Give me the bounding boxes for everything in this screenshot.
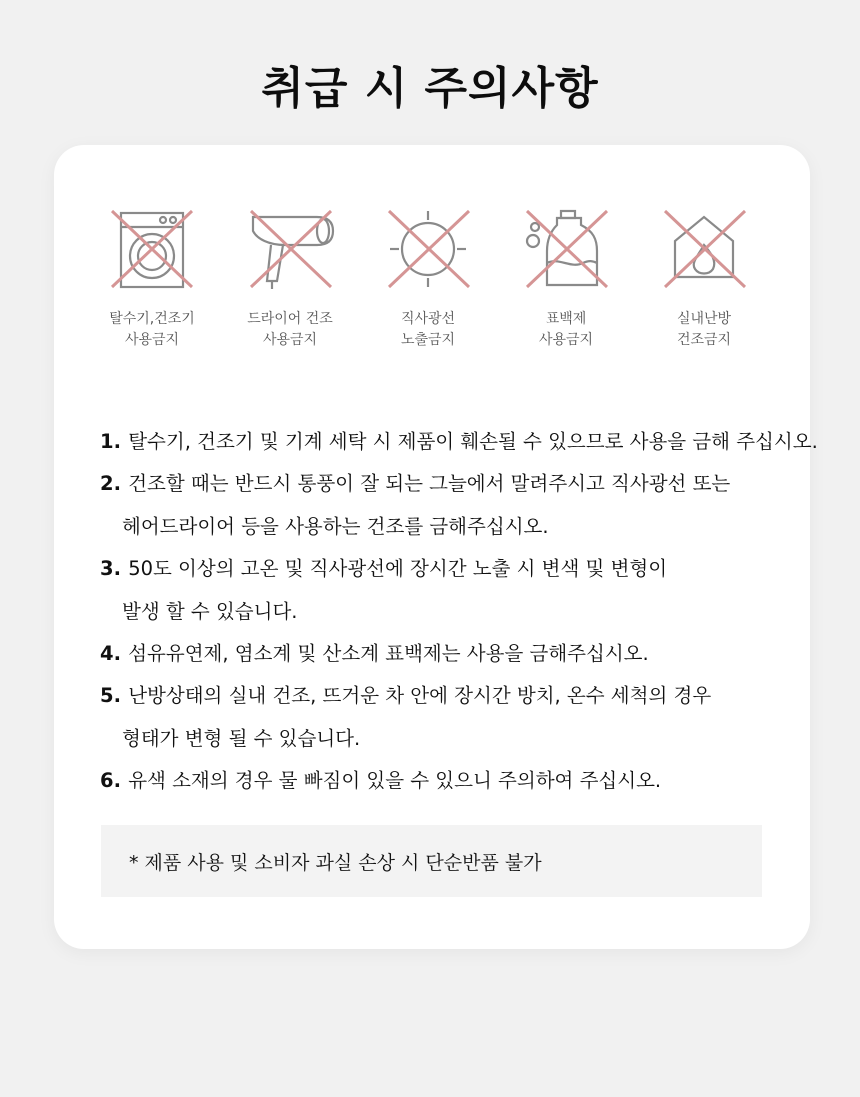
indoor-heating-icon bbox=[659, 209, 749, 291]
care-label: 직사광선 노출금지 bbox=[400, 311, 456, 348]
care-item-bleach bbox=[501, 209, 631, 351]
rule-text: 유색 소재의 경우 물 빠짐이 있을 수 있으니 주의하여 주십시오. bbox=[128, 769, 662, 793]
rule-item bbox=[100, 463, 790, 505]
rule-number: 2. bbox=[100, 472, 121, 496]
rule-item bbox=[100, 760, 790, 802]
rule-item bbox=[100, 421, 818, 463]
care-rules-list bbox=[100, 421, 818, 803]
rule-continuation bbox=[100, 506, 790, 548]
rule-continuation bbox=[100, 718, 790, 760]
rule-text: 섬유유연제, 염소계 및 산소계 표백제는 사용을 금해주십시오. bbox=[128, 642, 649, 666]
rule-text: 헤어드라이어 등을 사용하는 건조를 금해주십시오. bbox=[122, 514, 549, 538]
care-label: 표백제 사용금지 bbox=[538, 311, 594, 348]
care-label: 실내난방 건조금지 bbox=[676, 311, 732, 348]
rule-item bbox=[100, 548, 790, 590]
care-icons-row bbox=[54, 209, 810, 369]
care-label: 탈수기,건조기 사용금지 bbox=[109, 311, 195, 348]
rule-text: 형태가 변형 될 수 있습니다. bbox=[122, 726, 361, 750]
rule-number: 3. bbox=[100, 557, 121, 581]
care-item-hair-dryer bbox=[225, 209, 355, 351]
rule-number: 4. bbox=[100, 642, 121, 666]
rule-item bbox=[100, 675, 790, 717]
rule-number: 5. bbox=[100, 684, 121, 708]
rule-number: 1. bbox=[100, 430, 121, 453]
care-label: 드라이어 건조 사용금지 bbox=[247, 311, 333, 348]
notice-text: * 제품 사용 및 소비자 과실 손상 시 단순반품 불가 bbox=[129, 851, 542, 874]
care-item-sun bbox=[363, 209, 493, 351]
sun-icon bbox=[383, 209, 473, 291]
rule-number: 6. bbox=[100, 769, 121, 793]
rule-text: 50도 이상의 고온 및 직사광선에 장시간 노출 시 변색 및 변형이 bbox=[128, 557, 668, 581]
rule-text: 건조할 때는 반드시 통풍이 잘 되는 그늘에서 말려주시고 직사광선 또는 bbox=[128, 472, 731, 496]
care-item-washing-machine bbox=[87, 209, 217, 351]
hair-dryer-icon bbox=[245, 209, 335, 291]
care-instructions-card bbox=[54, 145, 818, 949]
return-policy-notice bbox=[101, 825, 762, 897]
rule-text: 발생 할 수 있습니다. bbox=[122, 599, 298, 623]
rule-text: 난방상태의 실내 건조, 뜨거운 차 안에 장시간 방치, 온수 세척의 경우 bbox=[128, 684, 712, 708]
rule-item bbox=[100, 633, 790, 675]
care-item-indoor-heating bbox=[639, 209, 769, 351]
bleach-bottle-icon bbox=[521, 209, 611, 291]
washing-machine-icon bbox=[107, 209, 197, 291]
rule-continuation bbox=[100, 591, 790, 633]
page-title: 취급 시 주의사항 bbox=[261, 63, 599, 114]
rule-text: 탈수기, 건조기 및 기계 세탁 시 제품이 훼손될 수 있으므로 사용을 금해 주십시오. bbox=[128, 430, 818, 453]
